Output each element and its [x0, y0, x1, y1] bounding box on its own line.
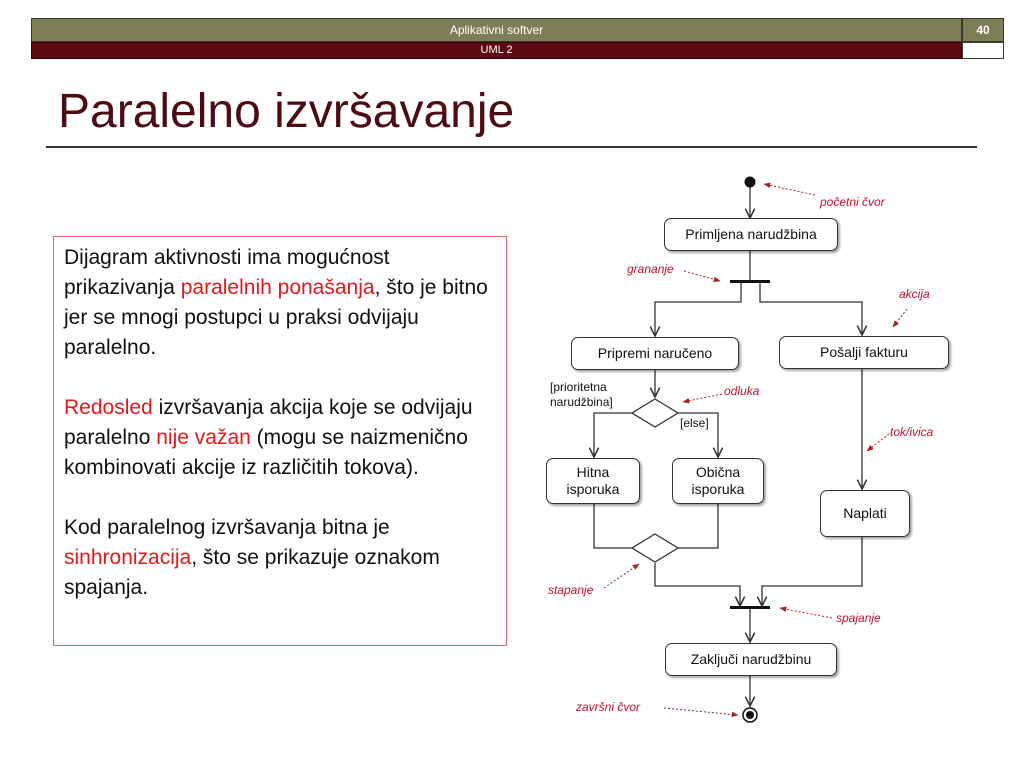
header-course-title: Aplikativni softver	[449, 23, 544, 37]
flow-fork-to-invoice	[760, 283, 862, 335]
page-number: 40	[976, 23, 990, 37]
action-charge	[820, 490, 910, 537]
action-regular-delivery	[672, 458, 764, 504]
text-span: (mogu se naizmenično kombinovati akcije iz različitih tokova).	[64, 426, 468, 479]
guard-else: [else]	[680, 416, 709, 430]
flow-regular-to-merge	[678, 504, 718, 548]
text-span: Dijagram aktivnosti ima mogućnost prikazivanja	[64, 246, 390, 299]
action-label: Pošalji fakturu	[820, 344, 908, 360]
guard-line: [prioritetna	[550, 380, 607, 394]
action-label: Zaključi narudžbinu	[690, 651, 812, 667]
callout-arrow-action	[893, 309, 907, 327]
guard-priority	[550, 380, 613, 410]
text-span: izvršavanja akcija koje se odvijaju paralelno	[64, 396, 473, 449]
action-express-delivery	[546, 458, 640, 504]
callout-arrow-final	[664, 708, 738, 715]
final-node-dot	[746, 711, 754, 719]
guard-line: narudžbina]	[550, 395, 613, 409]
flow-decision-to-express	[594, 413, 632, 457]
action-label: Hitna	[576, 464, 610, 480]
flow-fork-to-prepare	[655, 283, 741, 336]
text-span: , što je bitno jer se mnogi postupci u praksi odvijaju paralelno.	[64, 276, 488, 359]
callout-initial-node: početni čvor	[820, 195, 885, 209]
slide-title: Paralelno izvršavanje	[58, 85, 515, 138]
action-send-invoice	[779, 336, 949, 369]
callout-edge: tok/ivica	[890, 425, 934, 439]
callout-arrow-decision	[683, 394, 722, 402]
merge-node	[632, 534, 678, 562]
flow-express-to-merge	[594, 504, 632, 548]
decision-node	[632, 399, 678, 427]
flow-merge-to-join	[655, 563, 740, 606]
callout-arrow-merge	[604, 564, 639, 588]
join-bar	[730, 606, 770, 609]
highlight-not-important: nije važan	[156, 426, 251, 449]
callout-join: spajanje	[836, 611, 881, 625]
action-receive-order	[664, 218, 838, 251]
callout-decision: odluka	[724, 384, 760, 398]
highlight-order: Redosled	[64, 396, 153, 419]
action-label: isporuka	[566, 481, 620, 497]
action-label: isporuka	[691, 481, 745, 497]
callout-fork: grananje	[627, 262, 674, 276]
action-label: Pripremi naručeno	[597, 345, 713, 361]
action-label: Primljena narudžbina	[685, 226, 817, 242]
callout-arrow-fork	[684, 271, 720, 281]
callout-arrow-initial	[764, 184, 815, 195]
callout-final-node: završni čvor	[576, 700, 641, 714]
fork-bar	[730, 280, 770, 283]
callout-arrow-edge	[867, 434, 889, 451]
text-span: , što se prikazuje oznakom spajanja.	[64, 546, 440, 599]
callout-merge: stapanje	[548, 583, 594, 597]
header-section-title: UML 2	[480, 44, 513, 56]
highlight-parallel: paralelnih ponašanja	[180, 276, 375, 299]
initial-node	[745, 177, 756, 188]
action-prepare-order	[571, 337, 739, 370]
action-label: Naplati	[843, 505, 887, 521]
highlight-synchronization: sinhronizacija	[64, 546, 192, 569]
flow-charge-to-join	[762, 537, 862, 606]
text-span: Kod paralelnog izvršavanja bitna je	[64, 516, 390, 539]
callout-arrow-join	[780, 608, 832, 618]
action-label: Obična	[695, 464, 741, 480]
callout-action: akcija	[899, 287, 930, 301]
action-close-order	[665, 643, 837, 676]
